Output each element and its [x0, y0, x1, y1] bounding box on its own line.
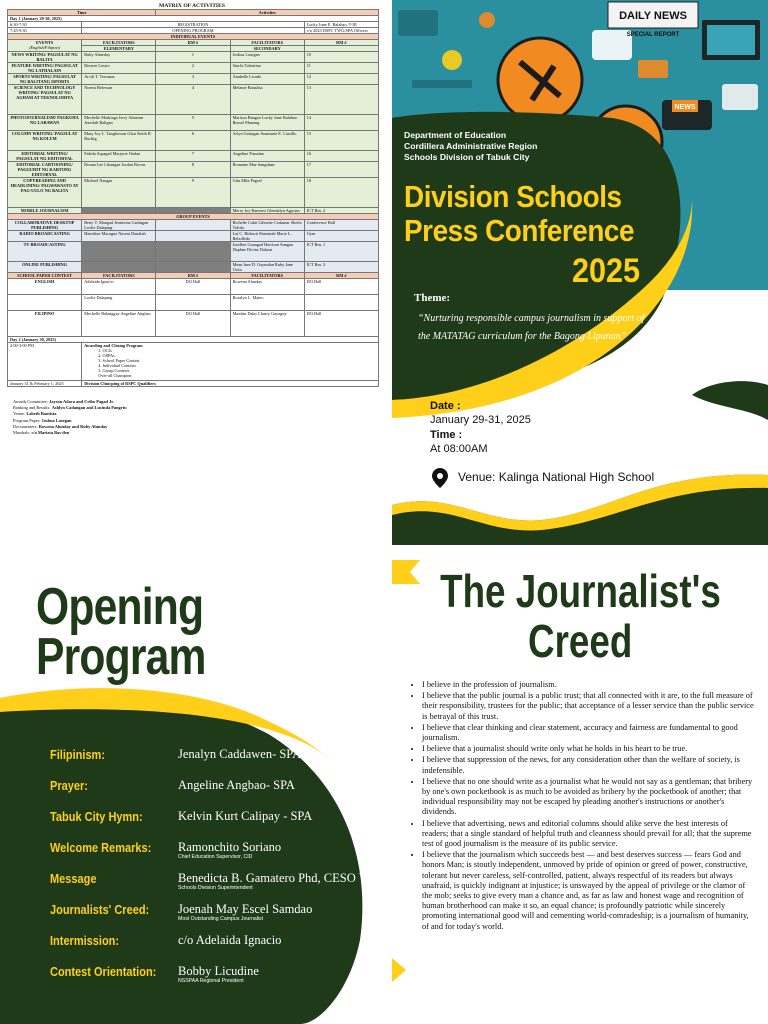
program-item-label: Welcome Remarks:	[50, 841, 152, 855]
sched-person: Lucky June E. Balahao, T-III	[304, 22, 378, 28]
elementary-facilitators: Michael Nangas	[82, 178, 156, 208]
day2-program	[82, 343, 379, 381]
program-item-person: Angeline Angbao- SPA	[178, 778, 295, 792]
committee-members: Joshua Lasegan	[41, 417, 72, 423]
spc-rm2-head: RM #	[304, 273, 378, 279]
spc-facilitator: Adelaida Ignacio	[82, 279, 156, 295]
program-item-label: Tabuk City Hymn:	[50, 810, 143, 824]
creed-item: • I believe that suppression of the news, for any consideration other than the welfare of society, is indefensible.	[422, 755, 756, 775]
secondary-facilitators: Merry Joy Ramirez Glendalyn Agustus	[230, 208, 304, 214]
matrix-activities-head: Activities	[156, 10, 379, 16]
committee-members: Jayson Adaca and Cribo Pagad Jr.	[49, 399, 114, 404]
individual-events-body	[8, 52, 379, 214]
spc-room: DO Hall	[304, 279, 378, 295]
event-name: PHOTOJOURNALISM/ PAGKUHA NG LARAWAN	[8, 115, 82, 131]
day2-program-list	[84, 348, 376, 378]
time-value: At 08:00AM	[430, 443, 488, 455]
program-item-label: Message	[50, 872, 97, 886]
group-event-name: RADIO BROADCASTING	[8, 231, 82, 242]
spc-language	[8, 295, 82, 311]
sched-activity: OPENING PROGRAM	[82, 28, 305, 34]
spc-row	[8, 311, 379, 337]
spc-facilitator: Mechelle Balanggay Angeline Angbao	[82, 311, 156, 337]
committee-members: Ashlyn Cadangan and Lucinda Pangriw	[51, 405, 128, 411]
creed-item: • I believe that advertising, news and editorial columns should alike serve the best interests of readers; that a single standard of helpful truth and cleanness should prevail for all; that the supreme test of good journalism is the measure of its public service.	[422, 819, 756, 850]
program-item-person: Benedicta B. Gamatero Phd, CESO V	[178, 871, 368, 885]
committee-role: Documenters:	[13, 423, 38, 429]
day2-program-title: Awarding and Closing Program	[84, 343, 143, 348]
committee-members: Rowena Alunday and Ruby Alunday	[38, 423, 108, 429]
special-report-sign: SPECIAL REPORT	[626, 32, 680, 38]
elementary-facilitators: Mary Joy L. Tangbowan Glair Keith R. Bacliig	[82, 131, 156, 151]
event-row	[8, 115, 379, 131]
day1-label: Day 1 (January 29-30, 2025)	[8, 16, 379, 22]
group-events-title: GROUP EVENTS	[8, 214, 379, 220]
event-row	[8, 151, 379, 162]
poster-title: Division Schools Press Conference	[404, 179, 635, 248]
event-name: EDITORIAL CARTOONING/ PAGGUHIT NG KARTONG EDITORYAL	[8, 162, 82, 178]
event-row	[8, 162, 379, 178]
event-row	[8, 63, 379, 74]
secondary-facilitators: Anabelle Licudo	[230, 74, 304, 85]
day2-program-item: 5. Group Contests	[98, 368, 130, 373]
committee-role: Awards Committee:	[13, 399, 49, 404]
secondary-room: 16	[304, 151, 378, 162]
secondary-room: 13	[304, 85, 378, 115]
elementary-room	[156, 262, 230, 273]
event-row	[8, 52, 379, 63]
press-conference-poster	[392, 0, 768, 545]
group-event-row	[8, 231, 379, 242]
elementary-facilitators: Hamilton Macagna Naomi Dandtah	[82, 231, 156, 242]
event-row	[8, 85, 379, 115]
matrix-time-head: Time	[8, 10, 156, 16]
elementary-room	[156, 242, 230, 262]
sched-time: 7:45-9:30	[8, 28, 82, 34]
group-event-name: ONLINE PUBLISHING	[8, 262, 82, 273]
secondary-room: 14	[304, 115, 378, 131]
group-event-row	[8, 262, 379, 273]
secondary-facilitators: Lai C. Bidawit Shamirah Marie L. Rebolledo	[230, 231, 304, 242]
event-name: NEWS WRITING/ PAGSULAT NG BALITA	[8, 52, 82, 63]
elementary-room	[156, 231, 230, 242]
event-name: SPORTS WRITING/ PAGSULAT NG BALITANG ISPORTS	[8, 74, 82, 85]
day2-program-row	[8, 343, 379, 381]
event-name: FEATURE WRITING/ PAGSULAT NG LATHALAIN	[8, 63, 82, 74]
facilitators-head: FACILITATORS	[230, 40, 304, 46]
daily-news-sign: DAILY NEWS	[619, 10, 687, 22]
matrix-table	[7, 9, 379, 387]
journalists-creed-page	[392, 560, 768, 1024]
secondary-room: 18	[304, 178, 378, 208]
secondary-facilitators: Marizza Bangao Lucky June Balahao Russel Manong	[230, 115, 304, 131]
program-item-role: NSSPAA Regional President	[178, 978, 244, 984]
program-item-person: Jenalyn Caddawen- SPA	[178, 747, 302, 761]
elementary-room: 6	[156, 131, 230, 151]
opening-program-page	[0, 560, 384, 1024]
secondary-room: 17	[304, 162, 378, 178]
matrix-of-activities-page	[0, 0, 384, 560]
secondary-room: ICT Rm. 1	[304, 242, 378, 262]
event-row	[8, 178, 379, 208]
committee-role: Venue:	[13, 411, 26, 417]
elementary-facilitators: Mechelle Madriaga Jerry Almeran Jezerlah Baligan	[82, 115, 156, 131]
secondary-room: 10	[304, 52, 378, 63]
secondary-room: ICT Rm. 3	[304, 262, 378, 273]
group-event-name: TV BROADCASTING	[8, 242, 82, 262]
spc-facilitator: Rowena Alunday	[230, 279, 304, 295]
creed-item: • I believe that clear thinking and clear statement, accuracy and fairness are fundamental to good journalism.	[422, 723, 756, 743]
creed-item: • I believe that no one should write as a journalist what he would not say as a gentleman; that bribery by one's own pocketbook is as much to be avoided as bribery by the pocketbook of another; that individual responsibility may not be escaped by pleading another's instructions or another's dividends.	[422, 777, 756, 818]
rm-head: RM #	[156, 40, 230, 46]
program-item-label: Journalists' Creed:	[50, 903, 150, 917]
elementary-room: 2	[156, 63, 230, 74]
secondary-facilitators: Romaine Mae Sangdaan	[230, 162, 304, 178]
elementary-facilitators: Faleda Aspagad Marjorie Ondan	[82, 151, 156, 162]
secondary-facilitators: Richelle Cabit Lilinette Codamar Sheila Tolcdo	[230, 220, 304, 231]
sched-time: 6:30-7:30	[8, 22, 82, 28]
elementary-facilitators	[82, 242, 156, 262]
program-item-person: Joenah May Escel Samdao	[178, 902, 313, 916]
spc-row	[8, 279, 379, 295]
day2-program-item: Over-all Champion	[98, 373, 132, 378]
secondary-facilitators: Melanie Banalisa	[230, 85, 304, 115]
committee-line	[13, 430, 384, 436]
theme-text: “Nurturing responsible campus journalism in support of the MATATAG curriculum for the Bagong Lipunan”	[418, 313, 645, 342]
matrix-title: MATRIX OF ACTIVITIES	[159, 3, 225, 9]
secondary-facilitators: Angeline Fasutino	[230, 151, 304, 162]
secondary-facilitators: Mean Inez D. Gaymdan Ruby Jane Usita	[230, 262, 304, 273]
date-value: January 29-31, 2025	[430, 414, 531, 426]
rm-head: RM #	[304, 40, 378, 46]
time-label: Time :	[430, 429, 463, 441]
elementary-room: 9	[156, 178, 230, 208]
committee-role: Ranking and Results:	[13, 405, 51, 411]
clinic-time: January 31 & February 1, 2025	[8, 381, 82, 387]
program-item-label: Intermission:	[50, 934, 120, 948]
program-item-person: Ramonchito Soriano	[178, 840, 282, 854]
day2-program-item: 4. Individual Contests	[98, 363, 137, 368]
elementary-facilitators: Desiree Castro	[82, 63, 156, 74]
dept-line: Department of Education	[404, 130, 507, 140]
secondary-room: Gym	[304, 231, 378, 242]
creed-title: The Journalist's Creed	[439, 565, 721, 667]
spc-room: DO Hall	[156, 279, 230, 295]
date-label: Date :	[430, 400, 461, 412]
spc-room	[156, 295, 230, 311]
secondary-facilitators: Arlyn Gottagan Anamarie E. Castillo	[230, 131, 304, 151]
program-title: Opening Program	[36, 578, 206, 686]
sched-person: c/o 2023 DSPC TWG/SPA Officers	[304, 28, 378, 34]
event-row	[8, 131, 379, 151]
elementary-room: 3	[156, 74, 230, 85]
elementary-facilitators: Beny V. Mangad Jennivina Cadingan Lovlie Dalaping	[82, 220, 156, 231]
event-name: SCIENCE AND TECHNOLOGY WRITING/ PAGSULAT NG AGHAM AT TEKNOLOHIYA	[8, 85, 82, 115]
group-event-name: COLLABORATIVE DESKTOP PUBLISHING	[8, 220, 82, 231]
secondary-room: ICT Rm. 2	[304, 208, 378, 214]
program-item-role: Most Outstanding Campus Journalist	[178, 916, 264, 922]
sched-activity: REGISTRATION	[82, 22, 305, 28]
program-item-person: Kelvin Kurt Calipay - SPA	[178, 809, 313, 823]
clinic-activity: Division Clinicping of RSPC Qualifiers	[82, 381, 379, 387]
elementary-head: ELEMENTARY	[82, 46, 156, 52]
dept-line: Cordillera Administrative Region	[404, 141, 538, 151]
program-item-role: Chief Education Supervisor, CID	[178, 854, 253, 860]
secondary-room: 15	[304, 131, 378, 151]
events-col-head: EVENTS (English/Filipino)	[8, 40, 82, 52]
secondary-room: 12	[304, 74, 378, 85]
event-name: EDITORIAL WRITING/ PAGSULAT NG EDITORYAL	[8, 151, 82, 162]
committee-role: Marshals:	[13, 430, 31, 436]
elementary-room: 5	[156, 115, 230, 131]
secondary-facilitators: Joshua Lasegan	[230, 52, 304, 63]
spc-facilitator: Rosalyn L. Mateo	[230, 295, 304, 311]
spc-room: DO Hall	[304, 311, 378, 337]
program-item-label: Filipinism:	[50, 748, 105, 762]
creed-list	[410, 680, 756, 933]
spc-fac-head: FACILITATORS	[82, 273, 156, 279]
day2-program-item: 2. OSPAs	[98, 353, 115, 358]
group-event-row	[8, 242, 379, 262]
spc-room	[304, 295, 378, 311]
facilitators-head: FACILITATORS	[82, 40, 156, 46]
day2-program-item: 3. School Paper Contest	[98, 358, 140, 363]
creed-item: • I believe that the public journal is a public trust; that all connected with it are, to the full measure of their responsibility, trustees for the public; that acceptance of a lesser service than the public service is betrayal of this trust.	[422, 691, 756, 722]
committee-members: c/o Marizta Bas-ilen	[31, 430, 70, 436]
creed-item: • I believe in the profession of journalism.	[422, 680, 756, 690]
spc-language: ENGLISH	[8, 279, 82, 295]
event-name: COLUMN WRITING/ PAGSULAT NG KOLUM	[8, 131, 82, 151]
spc-facilitator: Mazdan Dabo Clancy Gayaguy	[230, 311, 304, 337]
spc-row	[8, 295, 379, 311]
spc-rm-head: RM #	[156, 273, 230, 279]
elementary-facilitators: Arcili T. Tewanas	[82, 74, 156, 85]
news-badge: NEWS	[674, 104, 696, 111]
elementary-facilitators	[82, 262, 156, 273]
clinic-row	[8, 381, 379, 387]
elementary-room: 7	[156, 151, 230, 162]
creed-item: • I believe that the journalism which succeeds best — and best deserves success — fears God and honors Man; is stoutly independent, unmoved by pride of opinion or greed of power, constructive, tolerant but never careless, self-controlled, patient, always respectful of its readers but always unafraid, is quickly indignant at injustice; is unswayed by the appeal of privilege or the clamor of the mob; seeks to give every man a chance and, as far as law and honest wage and recognition of human brotherhood can make it so, an equal chance; is profoundly patriotic while sincerely promoting international good will and cementing world-comradeship; is a journalism of humanity, of and for today's world.	[422, 850, 756, 932]
location-pin-icon	[430, 467, 450, 489]
elementary-room: 1	[156, 52, 230, 63]
program-item-label: Contest Orientation:	[50, 965, 157, 979]
creed-item: • I believe that a journalist should write only what he holds in his heart to be true.	[422, 744, 756, 754]
committees-list	[13, 399, 384, 436]
theme-label: Theme:	[414, 292, 451, 304]
secondary-facilitators: Sinchi Tolentino	[230, 63, 304, 74]
committee-role: Program Paper:	[13, 417, 41, 423]
secondary-facilitators: Jondhes Guangad Harrison Sungao Daphne Divine Dalaon	[230, 242, 304, 262]
spc-language: FILIPINO	[8, 311, 82, 337]
spc-body	[8, 279, 379, 337]
spc-title: SCHOOL PAPER CONTEST	[8, 273, 82, 279]
day2-time: 2:00-3:00 PM	[8, 343, 82, 381]
venue-text: Venue: Kalinga National High School	[458, 470, 655, 484]
secondary-room: 11	[304, 63, 378, 74]
poster-year: 2025	[572, 252, 641, 290]
group-event-row	[8, 220, 379, 231]
group-events-body	[8, 220, 379, 273]
department-lines	[404, 130, 537, 163]
committee-members: Labeth Bautista	[26, 411, 57, 417]
event-name: MOBILE JOURNALISM	[8, 208, 82, 214]
event-row	[8, 74, 379, 85]
elementary-room: 4	[156, 85, 230, 115]
program-item-role: Schools Division Superintendent	[178, 885, 253, 891]
day2-program-item: 1. OCJs	[98, 348, 112, 353]
spc-room: DO Hall	[156, 311, 230, 337]
program-item-person: Bobby Licudine	[178, 964, 259, 978]
secondary-room: Conference Hall	[304, 220, 378, 231]
elementary-room: 8	[156, 162, 230, 178]
spc-fac2-head: FACILITATORS	[230, 273, 304, 279]
day2-label: Day 2 (January 30, 2025)	[8, 337, 379, 343]
program-item-person: c/o Adelaida Ignacio	[178, 933, 282, 947]
elementary-facilitators: Ruby Almeday	[82, 52, 156, 63]
secondary-head: SECONDARY	[230, 46, 304, 52]
secondary-facilitators: Gilu Mila Pagsel	[230, 178, 304, 208]
elementary-room	[156, 220, 230, 231]
event-name: COPYREADING AND HEADLINING/ PAGWAWASTO AT PAG-UULO NG BALITA	[8, 178, 82, 208]
elementary-facilitators: Noemi Belowan	[82, 85, 156, 115]
individual-events-title: INDIVIDUAL EVENTS	[8, 34, 379, 40]
program-item-label: Prayer:	[50, 779, 88, 793]
dept-line: Schools Division of Tabuk City	[404, 152, 530, 162]
elementary-facilitators: Donna Lee Libangan Jordan Bocon	[82, 162, 156, 178]
spc-facilitator: Lovlie Dalaping	[82, 295, 156, 311]
